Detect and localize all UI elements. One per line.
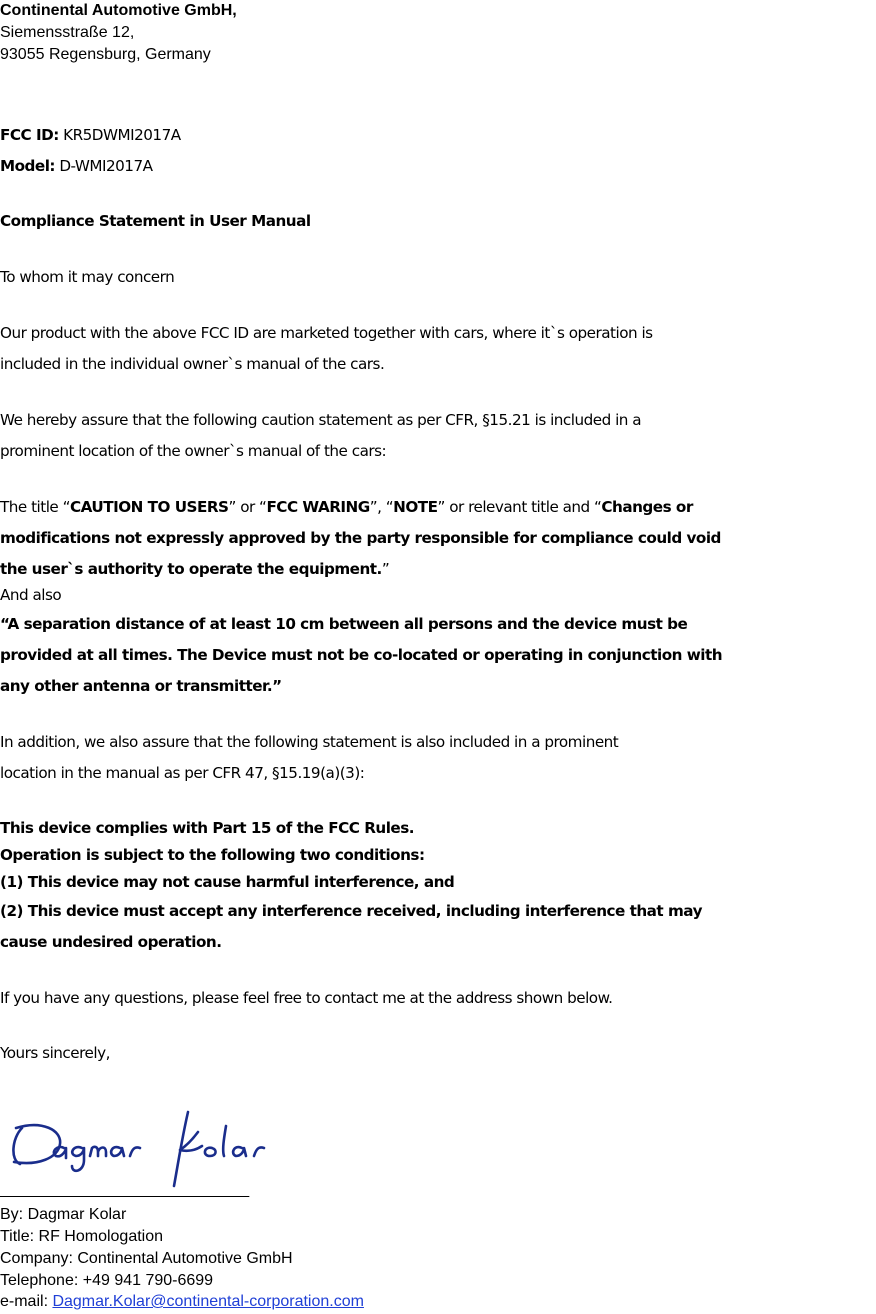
- and-also: And also: [0, 586, 62, 604]
- part15-line4: (2) This device must accept any interference received, including interference that may: [0, 902, 702, 920]
- company-city: 93055 Regensburg, Germany: [0, 46, 211, 63]
- model-label: Model:: [0, 157, 55, 175]
- footer-email-line: [0, 1292, 364, 1312]
- para3-line2: modifications not expressly approved by the party responsible for compliance could void: [0, 529, 721, 547]
- footer-by: By: Dagmar Kolar: [0, 1206, 127, 1223]
- para1-line1: Our product with the above FCC ID are marketed together with cars, where it`s operation is: [0, 324, 653, 342]
- signature-rule-text: ____________________________: [0, 1181, 250, 1198]
- footer-telephone: Telephone: +49 941 790-6699: [0, 1272, 214, 1289]
- separation-line3: any other antenna or transmitter.”: [0, 677, 282, 695]
- footer-company: Company: Continental Automotive GmbH: [0, 1250, 293, 1267]
- para2-line2: prominent location of the owner`s manual of the cars:: [0, 442, 387, 460]
- para3-line3: the user`s authority to operate the equipment.”: [0, 560, 390, 578]
- model-value: D-WMI2017A: [55, 157, 153, 175]
- para3-line1: The title “CAUTION TO USERS” or “FCC WARING”, “NOTE” or relevant title and “Changes or: [0, 498, 693, 516]
- subject-line: Compliance Statement in User Manual: [0, 212, 311, 230]
- part15-line2: Operation is subject to the following two conditions:: [0, 846, 425, 864]
- para2-line1: We hereby assure that the following caution statement as per CFR, §15.21 is included in a: [0, 411, 642, 429]
- email-link[interactable]: Dagmar.Kolar@continental-corporation.com: [52, 1293, 364, 1310]
- separation-line1: “A separation distance of at least 10 cm between all persons and the device must be: [0, 615, 688, 633]
- salutation: To whom it may concern: [0, 268, 175, 286]
- company-street: Siemensstraße 12,: [0, 24, 135, 41]
- fcc-id-label: FCC ID:: [0, 126, 59, 144]
- para1-line2: included in the individual owner`s manual of the cars.: [0, 355, 385, 373]
- fcc-id-value: KR5DWMI2017A: [58, 126, 181, 144]
- footer-email-label: e-mail:: [0, 1293, 53, 1310]
- part15-line1: This device complies with Part 15 of the FCC Rules.: [0, 819, 415, 837]
- para4-line2: location in the manual as per CFR 47, §15.19(a)(3):: [0, 764, 365, 782]
- part15-line5: cause undesired operation.: [0, 933, 222, 951]
- company-name: Continental Automotive GmbH,: [0, 2, 237, 19]
- footer-title: Title: RF Homologation: [0, 1228, 164, 1245]
- separation-line2: provided at all times. The Device must not be co-located or operating in conjunction with: [0, 646, 723, 664]
- model-line: [0, 157, 153, 175]
- fcc-id-line: [0, 126, 181, 144]
- para4-line1: In addition, we also assure that the following statement is also included in a prominent: [0, 733, 619, 751]
- questions-line: If you have any questions, please feel free to contact me at the address shown below.: [0, 989, 613, 1007]
- part15-line3: (1) This device may not cause harmful interference, and: [0, 873, 455, 891]
- closing-line: Yours sincerely,: [0, 1044, 110, 1062]
